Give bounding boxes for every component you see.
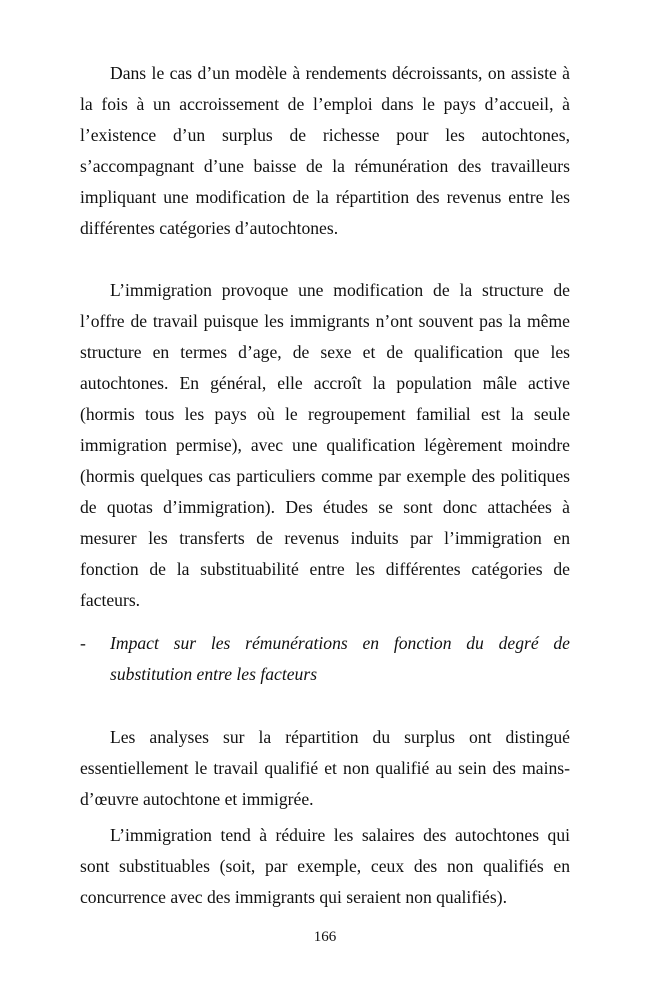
paragraph-diminishing-returns: Dans le cas d’un modèle à rendements décroissants, on assiste à la fois à un accroissement de l’emploi dans le pays d’accueil, à l’existence d’un surplus de richesse pour les autochtones, s’accompagnant d’une baisse de la rémunération des travailleurs impliquant une modification de la répartition des revenus entre les différentes catégories d’autochtones.	[80, 63, 570, 238]
paragraph-labour-supply-structure: L’immigration provoque une modification de la structure de l’offre de travail puisque les immigrants n’ont souvent pas la même structure en termes d’age, de sexe et de qualification que les autochtones. En général, elle accroît la population mâle active (hormis tous les pays où le regroupement familial est la seule immigration permise), avec une qualification légèrement moindre (hormis quelques cas particuliers comme par exemple des politiques de quotas d’immigration). Des études se sont donc attachées à mesurer les transferts de revenus induits par l’immigration en fonction de la substituabilité entre les différentes catégories de facteurs.	[80, 280, 570, 610]
paragraph-surplus-analysis: Les analyses sur la répartition du surplus ont distingué essentiellement le travail qualifié et non qualifié au sein des mains-d’œuvre autochtone et immigrée.	[80, 727, 570, 809]
subheading-text: Impact sur les rémunérations en fonction du degré de substitution entre les facteurs	[110, 633, 570, 684]
page-number: 166	[313, 929, 337, 945]
paragraph-wage-reduction: L’immigration tend à réduire les salaires des autochtones qui sont substituables (soit, par exemple, ceux des non qualifiés en concurrence avec des immigrants qui seraient non qualifiés).	[80, 825, 570, 907]
document-page	[80, 58, 570, 913]
list-dash-marker: -	[80, 633, 86, 653]
section-subheading	[80, 628, 570, 690]
